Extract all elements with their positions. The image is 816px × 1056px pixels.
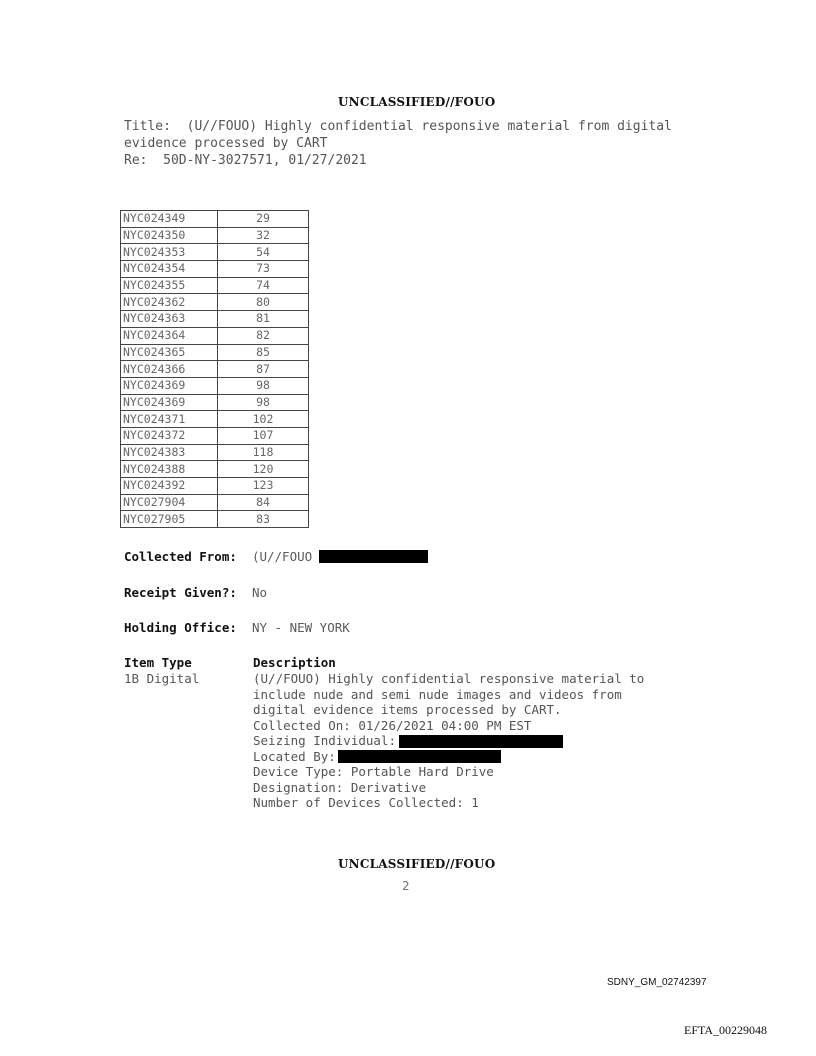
- located-by: Located By:: [253, 748, 336, 764]
- item-number-cell: 82: [218, 327, 309, 344]
- table-row: [121, 211, 309, 228]
- table-row: [121, 427, 309, 444]
- item-id-cell: NYC024364: [121, 327, 218, 344]
- holding-office-label: Holding Office:: [124, 620, 237, 635]
- receipt-label: Receipt Given?:: [124, 585, 237, 600]
- holding-office-value: NY - NEW YORK: [251, 620, 350, 635]
- table-row: [121, 494, 309, 511]
- table-row: [121, 344, 309, 361]
- item-id-cell: NYC027904: [121, 494, 218, 511]
- re-value: 50D-NY-3027571, 01/27/2021: [163, 153, 367, 168]
- item-id-cell: NYC027905: [121, 511, 218, 528]
- holding-office-row: [124, 620, 350, 635]
- item-id-cell: NYC024349: [121, 211, 218, 228]
- bates-number: SDNY_GM_02742397: [607, 977, 707, 988]
- item-id-cell: NYC024355: [121, 277, 218, 294]
- table-row: [121, 411, 309, 428]
- item-id-cell: NYC024363: [121, 311, 218, 328]
- table-row: [121, 277, 309, 294]
- designation: Designation: Derivative: [253, 779, 427, 795]
- title-label: Title:: [124, 119, 171, 134]
- desc-line-1: (U//FOUO) Highly confidential responsive material to: [253, 671, 645, 686]
- item-id-cell: NYC024353: [121, 244, 218, 261]
- item-number-cell: 107: [218, 427, 309, 444]
- item-id-cell: NYC024354: [121, 261, 218, 278]
- receipt-row: [124, 585, 267, 600]
- item-number-cell: 29: [218, 211, 309, 228]
- classification-banner-bottom: UNCLASSIFIED//FOUO: [338, 857, 496, 871]
- item-id-cell: NYC024392: [121, 478, 218, 495]
- table-row: [121, 227, 309, 244]
- items-table: [120, 210, 309, 528]
- item-number-cell: 83: [218, 511, 309, 528]
- page-number: 2: [402, 878, 410, 893]
- item-number-cell: 85: [218, 344, 309, 361]
- table-row: [121, 261, 309, 278]
- item-id-cell: NYC024350: [121, 227, 218, 244]
- collected-from-row: [124, 549, 312, 564]
- item-id-cell: NYC024369: [121, 394, 218, 411]
- collected-from-label: Collected From:: [124, 549, 237, 564]
- item-id-cell: NYC024372: [121, 427, 218, 444]
- redaction-bar: [319, 550, 428, 563]
- item-number-cell: 54: [218, 244, 309, 261]
- title-line-1: (U//FOUO) Highly confidential responsive material from digital: [186, 119, 672, 134]
- table-row: [121, 244, 309, 261]
- collected-on: Collected On: 01/26/2021 04:00 PM EST: [253, 717, 532, 733]
- item-id-cell: NYC024365: [121, 344, 218, 361]
- collected-from-value: (U//FOUO: [251, 549, 313, 564]
- item-number-cell: 102: [218, 411, 309, 428]
- table-row: [121, 478, 309, 495]
- desc-line-3: digital evidence items processed by CART.: [253, 702, 562, 717]
- table-row: [121, 394, 309, 411]
- redaction-bar: [399, 735, 563, 748]
- item-id-cell: NYC024371: [121, 411, 218, 428]
- item-id-cell: NYC024369: [121, 377, 218, 394]
- number-of-devices: Number of Devices Collected: 1: [253, 795, 479, 810]
- item-type-header: Item Type: [124, 655, 192, 670]
- classification-banner-top: UNCLASSIFIED//FOUO: [338, 95, 496, 109]
- table-row: [121, 444, 309, 461]
- description-header: Description: [253, 655, 336, 670]
- item-number-cell: 81: [218, 311, 309, 328]
- receipt-value: No: [251, 585, 268, 600]
- table-row: [121, 361, 309, 378]
- item-number-cell: 123: [218, 478, 309, 495]
- desc-line-2: include nude and semi nude images and videos from: [253, 686, 622, 702]
- item-number-cell: 84: [218, 494, 309, 511]
- item-number-cell: 118: [218, 444, 309, 461]
- table-row: [121, 327, 309, 344]
- title-block: [124, 118, 672, 169]
- re-label: Re:: [124, 153, 148, 168]
- table-row: [121, 294, 309, 311]
- table-row: [121, 511, 309, 528]
- redaction-bar: [338, 750, 501, 763]
- efta-number: EFTA_00229048: [684, 1023, 768, 1037]
- table-row: [121, 461, 309, 478]
- item-number-cell: 120: [218, 461, 309, 478]
- item-number-cell: 73: [218, 261, 309, 278]
- item-type-value: 1B Digital: [124, 671, 200, 686]
- item-number-cell: 98: [218, 394, 309, 411]
- seizing-individual: Seizing Individual:: [253, 733, 396, 748]
- item-id-cell: NYC024388: [121, 461, 218, 478]
- item-number-cell: 87: [218, 361, 309, 378]
- item-id-cell: NYC024383: [121, 444, 218, 461]
- item-number-cell: 98: [218, 377, 309, 394]
- table-row: [121, 377, 309, 394]
- table-row: [121, 311, 309, 328]
- item-number-cell: 32: [218, 227, 309, 244]
- item-number-cell: 74: [218, 277, 309, 294]
- item-number-cell: 80: [218, 294, 309, 311]
- item-id-cell: NYC024366: [121, 361, 218, 378]
- device-type: Device Type: Portable Hard Drive: [253, 764, 494, 779]
- item-id-cell: NYC024362: [121, 294, 218, 311]
- title-line-2: evidence processed by CART: [124, 136, 328, 151]
